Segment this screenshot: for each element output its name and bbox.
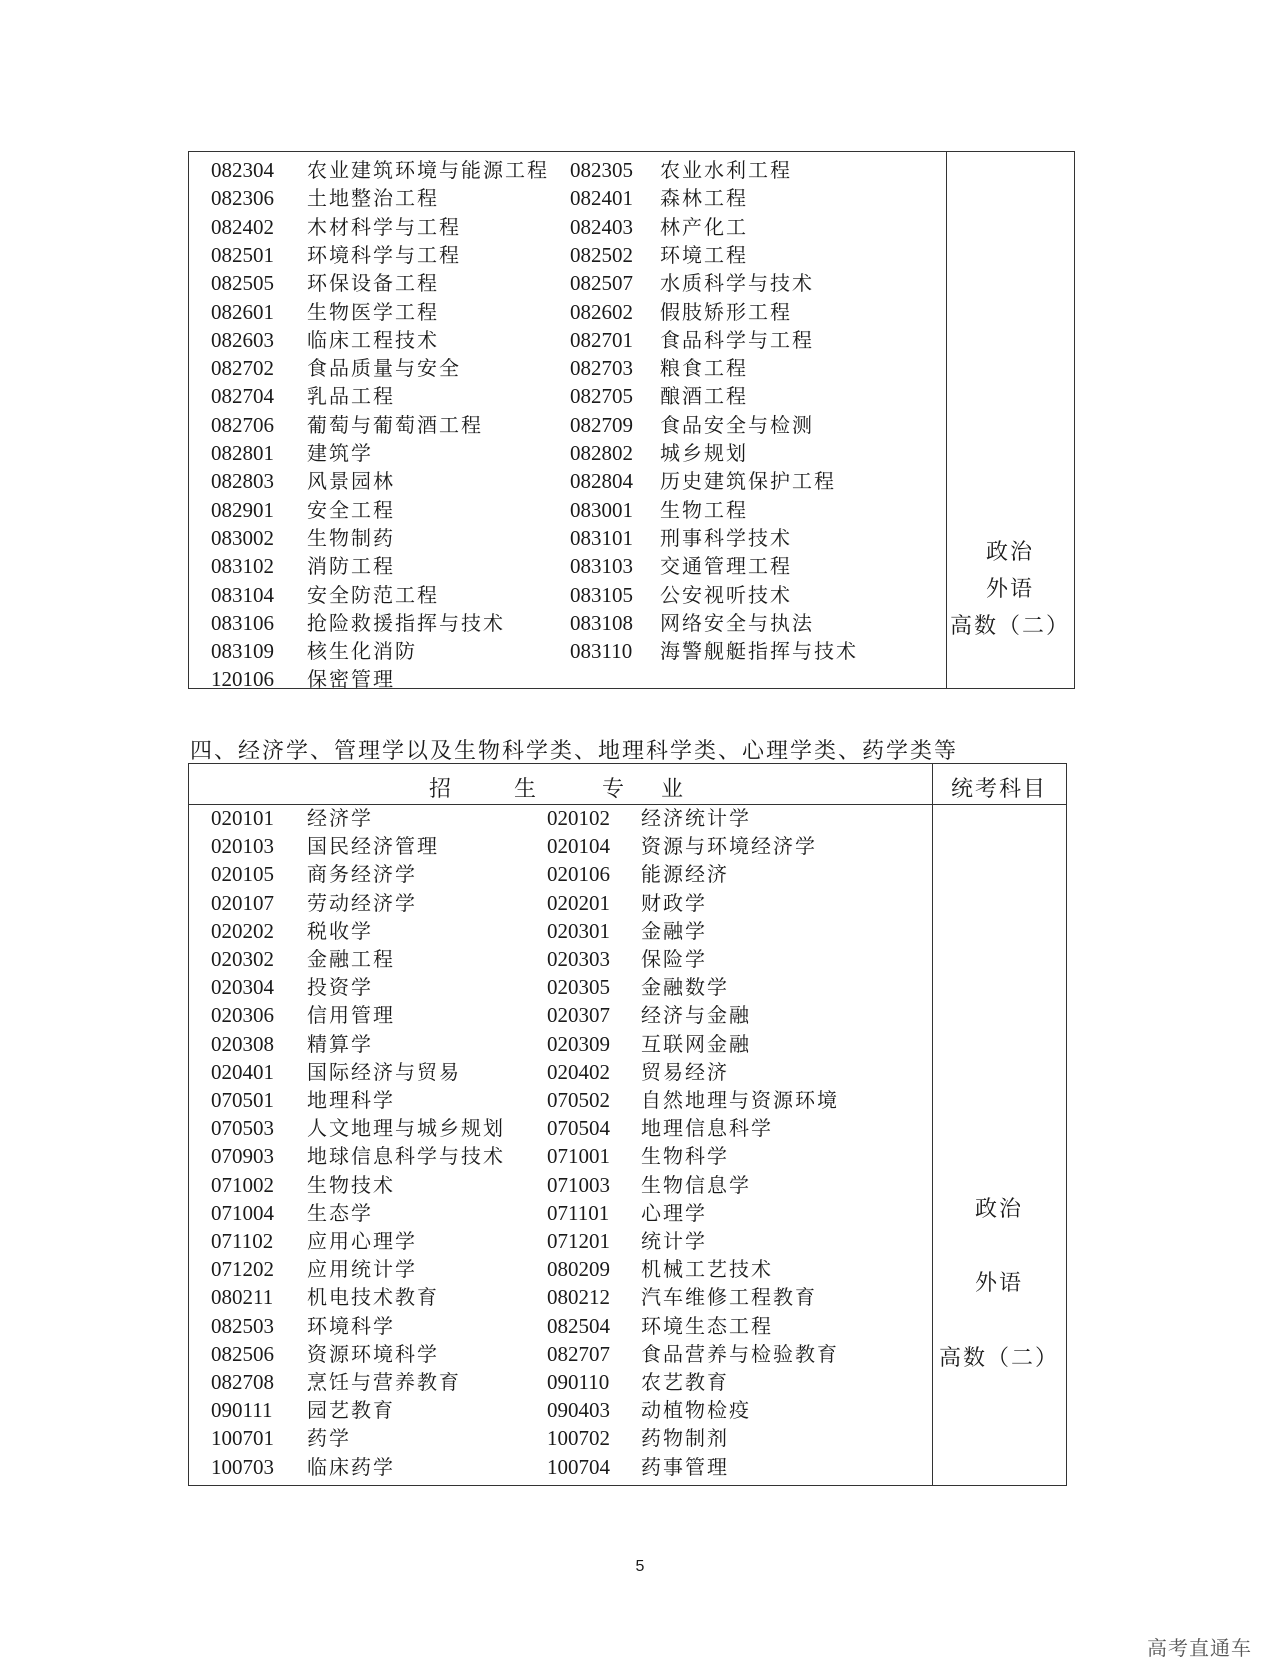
- major-code: 082503: [211, 1313, 274, 1338]
- table-row: [189, 411, 1074, 439]
- major-name: 环保设备工程: [307, 271, 439, 296]
- major-name: 环境科学与工程: [307, 242, 461, 267]
- major-name: 海警舰艇指挥与技术: [660, 639, 858, 664]
- table-row: [189, 1030, 1066, 1058]
- table-row: [189, 326, 1074, 354]
- major-code: 071102: [211, 1229, 274, 1253]
- major-code: 071004: [211, 1200, 274, 1225]
- major-code: 082701: [570, 327, 633, 352]
- major-code: 082706: [211, 412, 274, 437]
- table-row: [189, 973, 1066, 1001]
- table-row: [189, 917, 1066, 945]
- major-name: 农业建筑环境与能源工程: [307, 158, 549, 182]
- major-name: 临床药学: [307, 1454, 395, 1479]
- major-name: 临床工程技术: [307, 327, 439, 352]
- table-row: [189, 496, 1074, 524]
- table-row: [189, 241, 1074, 269]
- major-name: 资源环境科学: [307, 1341, 439, 1366]
- major-code: 020301: [547, 918, 610, 943]
- table-row: [189, 665, 1074, 693]
- major-name: 粮食工程: [660, 356, 748, 381]
- major-code: 082705: [570, 384, 633, 409]
- major-name: 土地整治工程: [307, 186, 439, 211]
- major-name: 金融工程: [307, 947, 395, 971]
- table-row: [189, 1058, 1066, 1086]
- major-name: 信用管理: [307, 1003, 395, 1028]
- major-code: 082507: [570, 271, 633, 296]
- major-code: 020305: [547, 975, 610, 1000]
- table-row: [189, 609, 1074, 637]
- major-name: 风景园林: [307, 469, 395, 494]
- major-code: 020308: [211, 1031, 274, 1056]
- table-row: [189, 184, 1074, 212]
- major-name: 汽车维修工程教育: [641, 1285, 817, 1310]
- major-code: 020402: [547, 1059, 610, 1084]
- section-title: 四、经济学、管理学以及生物科学类、地理科学类、心理学类、药学类等: [190, 739, 959, 764]
- major-name: 环境工程: [660, 242, 748, 267]
- exam-subject-foreign-language: 外语: [985, 577, 1034, 602]
- major-code: 070502: [547, 1088, 610, 1112]
- major-code: 020307: [547, 1003, 610, 1028]
- table-row: [189, 1453, 1066, 1481]
- table-row: [189, 581, 1074, 609]
- major-code: 100702: [547, 1426, 610, 1451]
- table-row: [189, 552, 1074, 580]
- major-code: 083102: [211, 554, 274, 579]
- major-code: 083109: [211, 639, 274, 664]
- major-name: 葡萄与葡萄酒工程: [307, 412, 483, 437]
- major-name: 经济与金融: [641, 1003, 751, 1028]
- major-name: 经济统计学: [641, 806, 751, 830]
- major-name: 药学: [307, 1426, 351, 1451]
- table-row: [189, 1001, 1066, 1029]
- major-name: 食品营养与检验教育: [641, 1341, 839, 1366]
- major-code: 070903: [211, 1144, 274, 1169]
- major-code: 020106: [547, 862, 610, 887]
- table-row: [189, 439, 1074, 467]
- major-code: 082708: [211, 1370, 274, 1394]
- major-code: 082703: [570, 356, 633, 381]
- major-name: 刑事科学技术: [660, 525, 792, 550]
- major-code: 070501: [211, 1088, 274, 1112]
- major-code: 020304: [211, 975, 274, 1000]
- majors-table-continued: [188, 151, 1075, 692]
- major-code: 083105: [570, 582, 633, 607]
- major-code: 090111: [211, 1398, 273, 1423]
- major-code: 020105: [211, 862, 274, 887]
- major-code: 082801: [211, 441, 274, 465]
- major-code: 090403: [547, 1398, 610, 1423]
- major-name: 乳品工程: [307, 384, 395, 409]
- major-name: 机电技术教育: [307, 1285, 439, 1310]
- major-name: 安全工程: [307, 497, 395, 522]
- major-name: 劳动经济学: [307, 890, 417, 915]
- major-name: 能源经济: [641, 862, 729, 887]
- major-code: 082506: [211, 1341, 274, 1366]
- major-code: 071002: [211, 1172, 274, 1197]
- major-code: 082709: [570, 412, 633, 437]
- major-name: 农业水利工程: [660, 158, 792, 182]
- major-code: 080212: [547, 1285, 610, 1310]
- major-code: 020107: [211, 890, 274, 915]
- table-row: [189, 1396, 1066, 1424]
- major-name: 园艺教育: [307, 1398, 395, 1423]
- major-name: 动植物检疫: [641, 1398, 751, 1423]
- major-code: 070503: [211, 1116, 274, 1141]
- major-name: 环境科学: [307, 1313, 395, 1338]
- major-name: 城乡规划: [660, 441, 748, 465]
- exam-subject-politics: 政治: [985, 540, 1034, 565]
- table-row: [189, 804, 1066, 832]
- major-name: 保险学: [641, 947, 707, 971]
- major-name: 互联网金融: [641, 1031, 751, 1056]
- page-number: 5: [635, 1558, 645, 1575]
- major-name: 投资学: [307, 975, 373, 1000]
- major-code: 082702: [211, 356, 274, 381]
- table-row: [189, 269, 1074, 297]
- table-row: [189, 524, 1074, 552]
- major-name: 食品科学与工程: [660, 327, 814, 352]
- header-char: 生: [514, 777, 537, 802]
- major-name: 心理学: [641, 1200, 707, 1225]
- major-code: 082501: [211, 242, 274, 267]
- table-row: [189, 889, 1066, 917]
- header-char: 专: [602, 777, 625, 802]
- major-name: 应用统计学: [307, 1257, 417, 1282]
- major-code: 071101: [547, 1200, 610, 1225]
- major-name: 生物科学: [641, 1144, 729, 1169]
- major-code: 020104: [547, 834, 610, 859]
- major-name: 地理信息科学: [641, 1116, 773, 1141]
- major-name: 财政学: [641, 890, 707, 915]
- major-code: 082505: [211, 271, 274, 296]
- table-row: [189, 1114, 1066, 1142]
- major-code: 082401: [570, 186, 633, 211]
- major-code: 082901: [211, 497, 274, 522]
- table-row: [189, 1312, 1066, 1340]
- major-code: 082306: [211, 186, 274, 211]
- table-row: [189, 213, 1074, 241]
- major-code: 082601: [211, 299, 274, 324]
- major-name: 木材科学与工程: [307, 214, 461, 239]
- major-code: 083110: [570, 639, 633, 664]
- major-code: 083002: [211, 525, 274, 550]
- major-name: 安全防范工程: [307, 582, 439, 607]
- major-name: 水质科学与技术: [660, 271, 814, 296]
- major-name: 森林工程: [660, 186, 748, 211]
- major-code: 020401: [211, 1059, 274, 1084]
- major-code: 083104: [211, 582, 274, 607]
- major-code: 070504: [547, 1116, 610, 1141]
- major-name: 精算学: [307, 1031, 373, 1056]
- major-name: 药物制剂: [641, 1426, 729, 1451]
- table-row: [189, 945, 1066, 973]
- major-code: 083103: [570, 554, 633, 579]
- major-name: 保密管理: [307, 667, 395, 692]
- major-name: 统计学: [641, 1229, 707, 1253]
- major-code: 080211: [211, 1285, 274, 1310]
- major-code: 071001: [547, 1144, 610, 1169]
- major-code: 082504: [547, 1313, 610, 1338]
- major-name: 税收学: [307, 918, 373, 943]
- major-code: 083106: [211, 610, 274, 635]
- watermark: 高考直通车: [1147, 1636, 1252, 1660]
- major-name: 金融数学: [641, 975, 729, 1000]
- table-row: [189, 382, 1074, 410]
- major-code: 082304: [211, 158, 274, 182]
- major-code: 082707: [547, 1341, 610, 1366]
- major-code: 020201: [547, 890, 610, 915]
- major-name: 商务经济学: [307, 862, 417, 887]
- table-row: [189, 1142, 1066, 1170]
- major-code: 082402: [211, 214, 274, 239]
- table-row: [189, 1368, 1066, 1396]
- major-code: 090110: [547, 1370, 610, 1394]
- major-name: 建筑学: [307, 441, 373, 465]
- major-name: 生物技术: [307, 1172, 395, 1197]
- major-code: 071201: [547, 1229, 610, 1253]
- major-name: 核生化消防: [307, 639, 417, 664]
- major-code: 120106: [211, 667, 274, 692]
- major-code: 082403: [570, 214, 633, 239]
- major-code: 020309: [547, 1031, 610, 1056]
- major-name: 机械工艺技术: [641, 1257, 773, 1282]
- major-name: 食品安全与检测: [660, 412, 814, 437]
- major-name: 生物制药: [307, 525, 395, 550]
- major-name: 历史建筑保护工程: [660, 469, 836, 494]
- major-code: 082704: [211, 384, 274, 409]
- major-code: 020306: [211, 1003, 274, 1028]
- major-code: 071202: [211, 1257, 274, 1282]
- major-code: 100701: [211, 1426, 274, 1451]
- major-code: 083001: [570, 497, 633, 522]
- major-code: 020103: [211, 834, 274, 859]
- major-code: 100704: [547, 1454, 610, 1479]
- table-row: [189, 860, 1066, 888]
- exam-subject-politics: 政治: [974, 1197, 1023, 1222]
- major-name: 地理科学: [307, 1088, 395, 1112]
- major-name: 国际经济与贸易: [307, 1059, 461, 1084]
- table-row: [189, 637, 1074, 665]
- major-name: 网络安全与执法: [660, 610, 814, 635]
- major-name: 烹饪与营养教育: [307, 1370, 461, 1394]
- majors-table-section4: [188, 763, 1067, 1486]
- header-char: 招: [429, 777, 452, 802]
- major-code: 020302: [211, 947, 274, 971]
- exam-subject-advanced-math: 高数（二）: [949, 614, 1070, 639]
- table-row: [189, 298, 1074, 326]
- major-name: 金融学: [641, 918, 707, 943]
- major-code: 082804: [570, 469, 633, 494]
- major-name: 药事管理: [641, 1454, 729, 1479]
- major-code: 020303: [547, 947, 610, 971]
- major-name: 假肢矫形工程: [660, 299, 792, 324]
- major-name: 贸易经济: [641, 1059, 729, 1084]
- exam-subject-foreign-language: 外语: [974, 1271, 1023, 1296]
- major-name: 林产化工: [660, 214, 748, 239]
- major-code: 082305: [570, 158, 633, 182]
- major-code: 082803: [211, 469, 274, 494]
- table-row: [189, 1227, 1066, 1255]
- table-row: [189, 832, 1066, 860]
- major-name: 地球信息科学与技术: [307, 1144, 505, 1169]
- major-name: 生物信息学: [641, 1172, 751, 1197]
- major-name: 食品质量与安全: [307, 356, 461, 381]
- major-code: 082603: [211, 327, 274, 352]
- header-exam-subjects: 统考科目: [950, 777, 1047, 802]
- major-code: 100703: [211, 1454, 274, 1479]
- major-code: 082802: [570, 441, 633, 465]
- major-name: 消防工程: [307, 554, 395, 579]
- major-code: 083101: [570, 525, 633, 550]
- major-name: 应用心理学: [307, 1229, 417, 1253]
- major-name: 国民经济管理: [307, 834, 439, 859]
- table-row: [189, 1086, 1066, 1114]
- major-name: 自然地理与资源环境: [641, 1088, 839, 1112]
- major-code: 020102: [547, 806, 610, 830]
- table-row: [189, 467, 1074, 495]
- table-row: [189, 1424, 1066, 1452]
- major-name: 经济学: [307, 806, 373, 830]
- major-name: 环境生态工程: [641, 1313, 773, 1338]
- major-name: 人文地理与城乡规划: [307, 1116, 505, 1141]
- major-name: 生物工程: [660, 497, 748, 522]
- major-name: 交通管理工程: [660, 554, 792, 579]
- major-code: 083108: [570, 610, 633, 635]
- major-code: 082502: [570, 242, 633, 267]
- major-name: 生态学: [307, 1200, 373, 1225]
- major-code: 080209: [547, 1257, 610, 1282]
- major-name: 抢险救援指挥与技术: [307, 610, 505, 635]
- table-row: [189, 354, 1074, 382]
- major-code: 071003: [547, 1172, 610, 1197]
- major-code: 020101: [211, 806, 274, 830]
- major-name: 生物医学工程: [307, 299, 439, 324]
- major-code: 082602: [570, 299, 633, 324]
- table-row: [189, 156, 1074, 184]
- header-char: 业: [661, 777, 684, 802]
- major-name: 资源与环境经济学: [641, 834, 817, 859]
- exam-subject-advanced-math: 高数（二）: [938, 1346, 1059, 1371]
- major-name: 农艺教育: [641, 1370, 729, 1394]
- major-name: 公安视听技术: [660, 582, 792, 607]
- major-code: 020202: [211, 918, 274, 943]
- major-name: 酿酒工程: [660, 384, 748, 409]
